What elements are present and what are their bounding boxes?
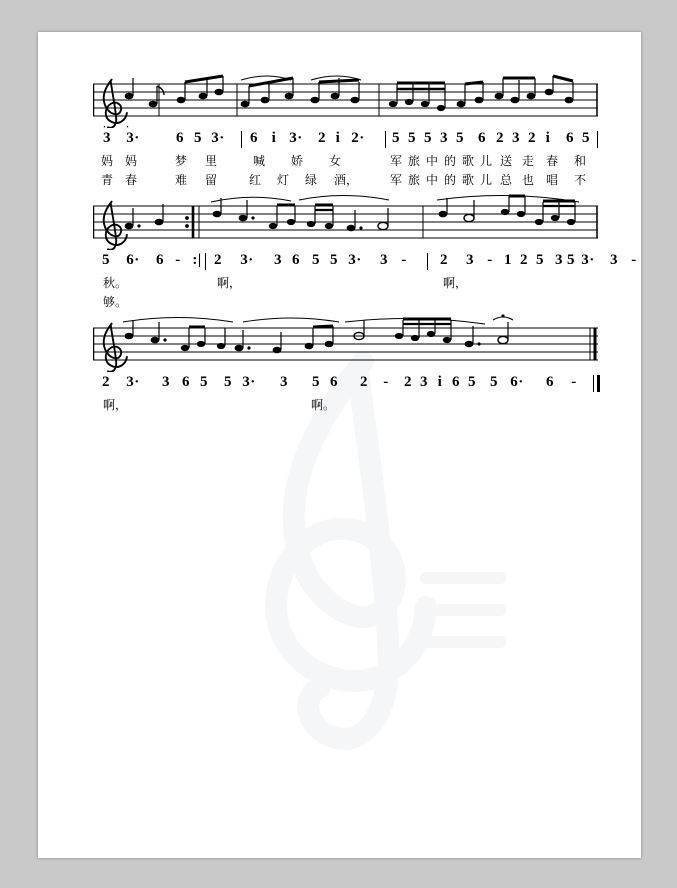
jianpu-numbers-3: 2 3· 3 6 5 5 3· 3 5 6 2 - 2 3 i 6 5 5 6· 6 - — [93, 374, 598, 396]
lyrics-line-1a: 妈 妈 梦 里 喊 娇 女 军 旅 中 的 歌 儿 送 走 春 和 — [100, 154, 586, 168]
lyrics-line-2b: 够。 — [102, 295, 127, 309]
lyrics-line-1b: 青 春 难 留 红 灯 绿 酒， 军 旅 中 的 歌 儿 总 也 唱 不 — [100, 173, 586, 187]
music-system-3 — [93, 314, 598, 434]
music-sheet — [38, 32, 641, 858]
jianpu-numbers-1: 3 · 3· · 6 5 3· 6 i 3· 2 i 2· 5 5 5 3 5 6 2 3 2 i 6 5 — [93, 130, 598, 152]
staff-3 — [93, 314, 598, 372]
staff-1 — [93, 70, 598, 128]
music-system-1 — [93, 70, 598, 190]
jianpu-numbers-2: 5 6· 6 - :| 2 3· 3 6 5 5 3· 3 - 2 3 - 1 2 5 3 5 3· 3 - — [93, 252, 598, 274]
lyrics-line-3a: 啊， 啊。 — [102, 398, 335, 412]
lyrics-line-3b — [93, 415, 598, 434]
staff-2 — [93, 192, 598, 250]
music-system-2 — [93, 192, 637, 312]
sheet-music-page — [38, 32, 641, 858]
lyrics-line-2a: 秋。 啊， 啊， — [102, 276, 467, 290]
